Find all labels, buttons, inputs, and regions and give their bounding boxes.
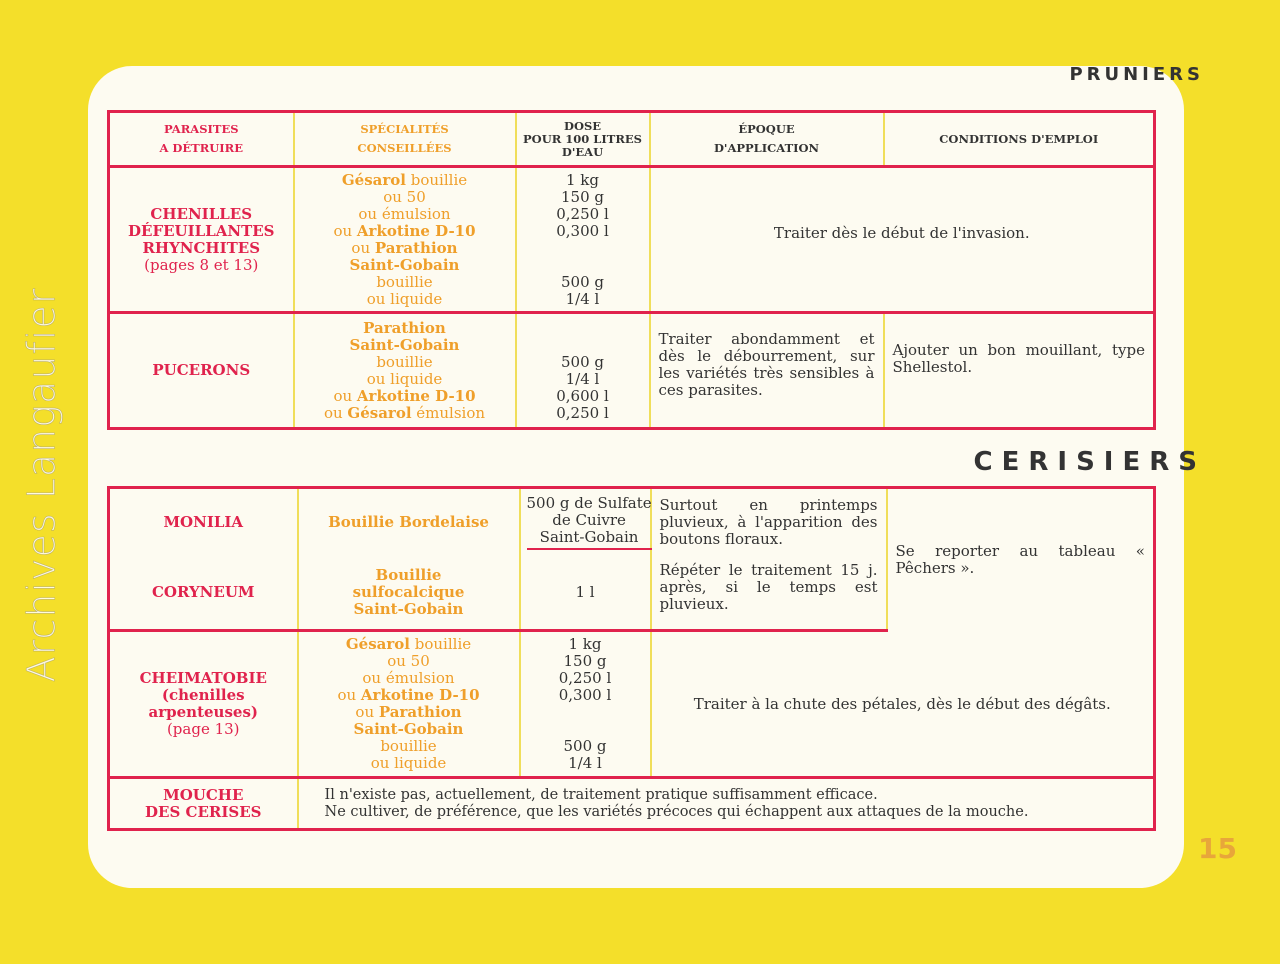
epoque-conditions-cell: Traiter dès le début de l'invasion. — [650, 167, 1155, 313]
header-line: SPÉCIALITÉS — [360, 122, 449, 136]
spec-line: ou Arkotine D-10 — [333, 386, 476, 405]
parasite-name: CHENILLES — [150, 204, 253, 223]
table-row — [109, 313, 1155, 429]
dose-line: 150 g — [563, 652, 607, 670]
spec-line: bouillie — [376, 352, 433, 371]
epoque-cell: Traiter abondamment et dès le débourrement, sur les variétés très sensibles à ces parasites. — [650, 313, 884, 429]
parasite-cell — [109, 167, 294, 313]
spec-line: Saint-Gobain — [353, 720, 464, 738]
header-line: PARASITES — [163, 122, 239, 136]
dose-cell — [520, 631, 651, 778]
note-line: Il n'existe pas, actuellement, de traitement pratique suffisamment efficace. — [324, 786, 878, 803]
spec-line: Bouillie Bordelaise — [328, 512, 489, 531]
dose-cell — [516, 313, 650, 429]
header-specialites — [294, 112, 516, 167]
spec-line: ou Parathion — [351, 238, 458, 257]
cerisiers-table — [107, 486, 1156, 831]
spec-line: ou Parathion — [355, 703, 462, 721]
table-row — [109, 167, 1155, 313]
conditions-cell: Se reporter au tableau « Pêchers ». — [887, 488, 1155, 631]
parasite-name: CHEIMATOBIE — [139, 669, 267, 687]
page-reference: (pages 8 et 13) — [144, 255, 259, 274]
dose-line: 1/4 l — [565, 369, 600, 388]
dose-block — [527, 495, 652, 550]
dose-line: Saint-Gobain — [539, 527, 639, 546]
spec-line: Bouillie — [375, 565, 442, 584]
dose-line: 0,600 l — [556, 386, 609, 405]
dose-cell — [520, 488, 651, 556]
dose-line: 1/4 l — [568, 754, 602, 772]
dose-line: 500 g de Sulfate — [526, 493, 652, 512]
dose-line: 1 kg — [565, 170, 599, 189]
parasite-cell — [109, 631, 298, 778]
spec-line: ou Arkotine D-10 — [333, 221, 476, 240]
table-row — [109, 488, 1155, 556]
dose-line: 0,300 l — [556, 221, 609, 240]
section-title-cerisiers: CERISIERS — [973, 447, 1206, 477]
spec-line: ou émulsion — [358, 204, 451, 223]
pruniers-table — [107, 110, 1156, 430]
parasite-name: RHYNCHITES — [142, 238, 261, 257]
watermark — [16, 287, 66, 683]
dose-line: 0,250 l — [556, 403, 609, 422]
dose-line: 500 g — [560, 272, 604, 291]
header-line: A DÉTRUIRE — [159, 141, 243, 155]
parasite-cell — [109, 778, 298, 830]
table-row — [109, 631, 1155, 778]
spec-line: ou 50 — [383, 187, 426, 206]
spec-line: Parathion — [363, 318, 446, 337]
header-row — [109, 112, 1155, 167]
header-line: CONSEILLÉES — [357, 141, 452, 155]
dose-cell: 1 l — [520, 556, 651, 631]
note-cell — [298, 778, 1155, 830]
section-title-pruniers: PRUNIERS — [1069, 64, 1204, 85]
specialite-cell — [294, 313, 516, 429]
dose-line: 500 g — [560, 352, 604, 371]
spec-line: ou 50 — [387, 652, 430, 670]
spec-line: ou Arkotine D-10 — [337, 686, 480, 704]
spec-line: ou liquide — [366, 289, 443, 308]
header-line: DOSE — [563, 118, 602, 133]
parasite-name: PUCERONS — [152, 361, 251, 379]
spec-line: bouillie — [380, 737, 437, 755]
page-number: 15 — [1198, 832, 1237, 865]
dose-line: de Cuivre — [552, 510, 626, 529]
parasite-cell — [109, 488, 298, 556]
spec-line: ou liquide — [366, 369, 443, 388]
spec-line: Gésarol bouillie — [345, 635, 472, 653]
parasite-name: (chenilles — [161, 686, 245, 704]
conditions-cell: Ajouter un bon mouillant, type Shellestol. — [884, 313, 1155, 429]
header-conditions — [884, 112, 1155, 167]
dose-line: 1 kg — [568, 635, 602, 653]
spec-line: ou émulsion — [362, 669, 455, 687]
watermark-text: Archives Langaufier — [19, 287, 63, 683]
spec-line: Saint-Gobain — [349, 335, 460, 354]
specialite-cell — [298, 631, 520, 778]
parasite-cell — [109, 556, 298, 631]
parasite-name: CORYNEUM — [151, 582, 255, 601]
spec-line: ou Gésarol émulsion — [323, 403, 486, 422]
specialite-cell — [298, 556, 520, 631]
header-line: D'EAU — [561, 144, 604, 159]
dose-line: 0,250 l — [556, 204, 609, 223]
header-dose — [516, 112, 650, 167]
header-line: ÉPOQUE — [738, 122, 795, 136]
dose-cell — [516, 167, 650, 313]
parasite-name: DES CERISES — [145, 802, 262, 821]
parasite-cell — [109, 313, 294, 429]
spec-line: bouillie — [376, 272, 433, 291]
spec-line: sulfocalcique — [352, 582, 465, 601]
parasite-name: MONILIA — [163, 512, 244, 531]
dose-line: 150 g — [560, 187, 604, 206]
spec-line: ou liquide — [370, 754, 447, 772]
specialite-cell — [298, 488, 520, 556]
header-epoque — [650, 112, 884, 167]
epoque-cell: Surtout en printemps pluvieux, à l'apparition des boutons floraux. — [651, 488, 887, 556]
dose-line: 0,250 l — [558, 669, 612, 687]
parasite-name: MOUCHE — [163, 785, 244, 804]
header-line: CONDITIONS D'EMPLOI — [939, 131, 1099, 146]
specialite-cell — [294, 167, 516, 313]
epoque-cell: Répéter le traitement 15 j. après, si le temps est pluvieux. — [651, 556, 887, 631]
parasite-name: arpenteuses) — [148, 703, 258, 721]
spec-line: Saint-Gobain — [353, 599, 464, 618]
header-parasites — [109, 112, 294, 167]
table-row — [109, 778, 1155, 830]
dose-line: 0,300 l — [558, 686, 612, 704]
page-reference: (page 13) — [166, 720, 240, 738]
spec-line: Saint-Gobain — [349, 255, 460, 274]
note-line: Ne cultiver, de préférence, que les variétés précoces qui échappent aux attaques de la mouche. — [324, 803, 1029, 820]
header-line: D'APPLICATION — [713, 141, 820, 155]
dose-line: 500 g — [563, 737, 607, 755]
header-line: POUR 100 LITRES — [523, 131, 642, 146]
epoque-conditions-cell: Traiter à la chute des pétales, dès le début des dégâts. — [651, 631, 1155, 778]
dose-line: 1/4 l — [565, 289, 600, 308]
parasite-name: DÉFEUILLANTES — [128, 221, 275, 240]
spec-line: Gésarol bouillie — [341, 170, 468, 189]
